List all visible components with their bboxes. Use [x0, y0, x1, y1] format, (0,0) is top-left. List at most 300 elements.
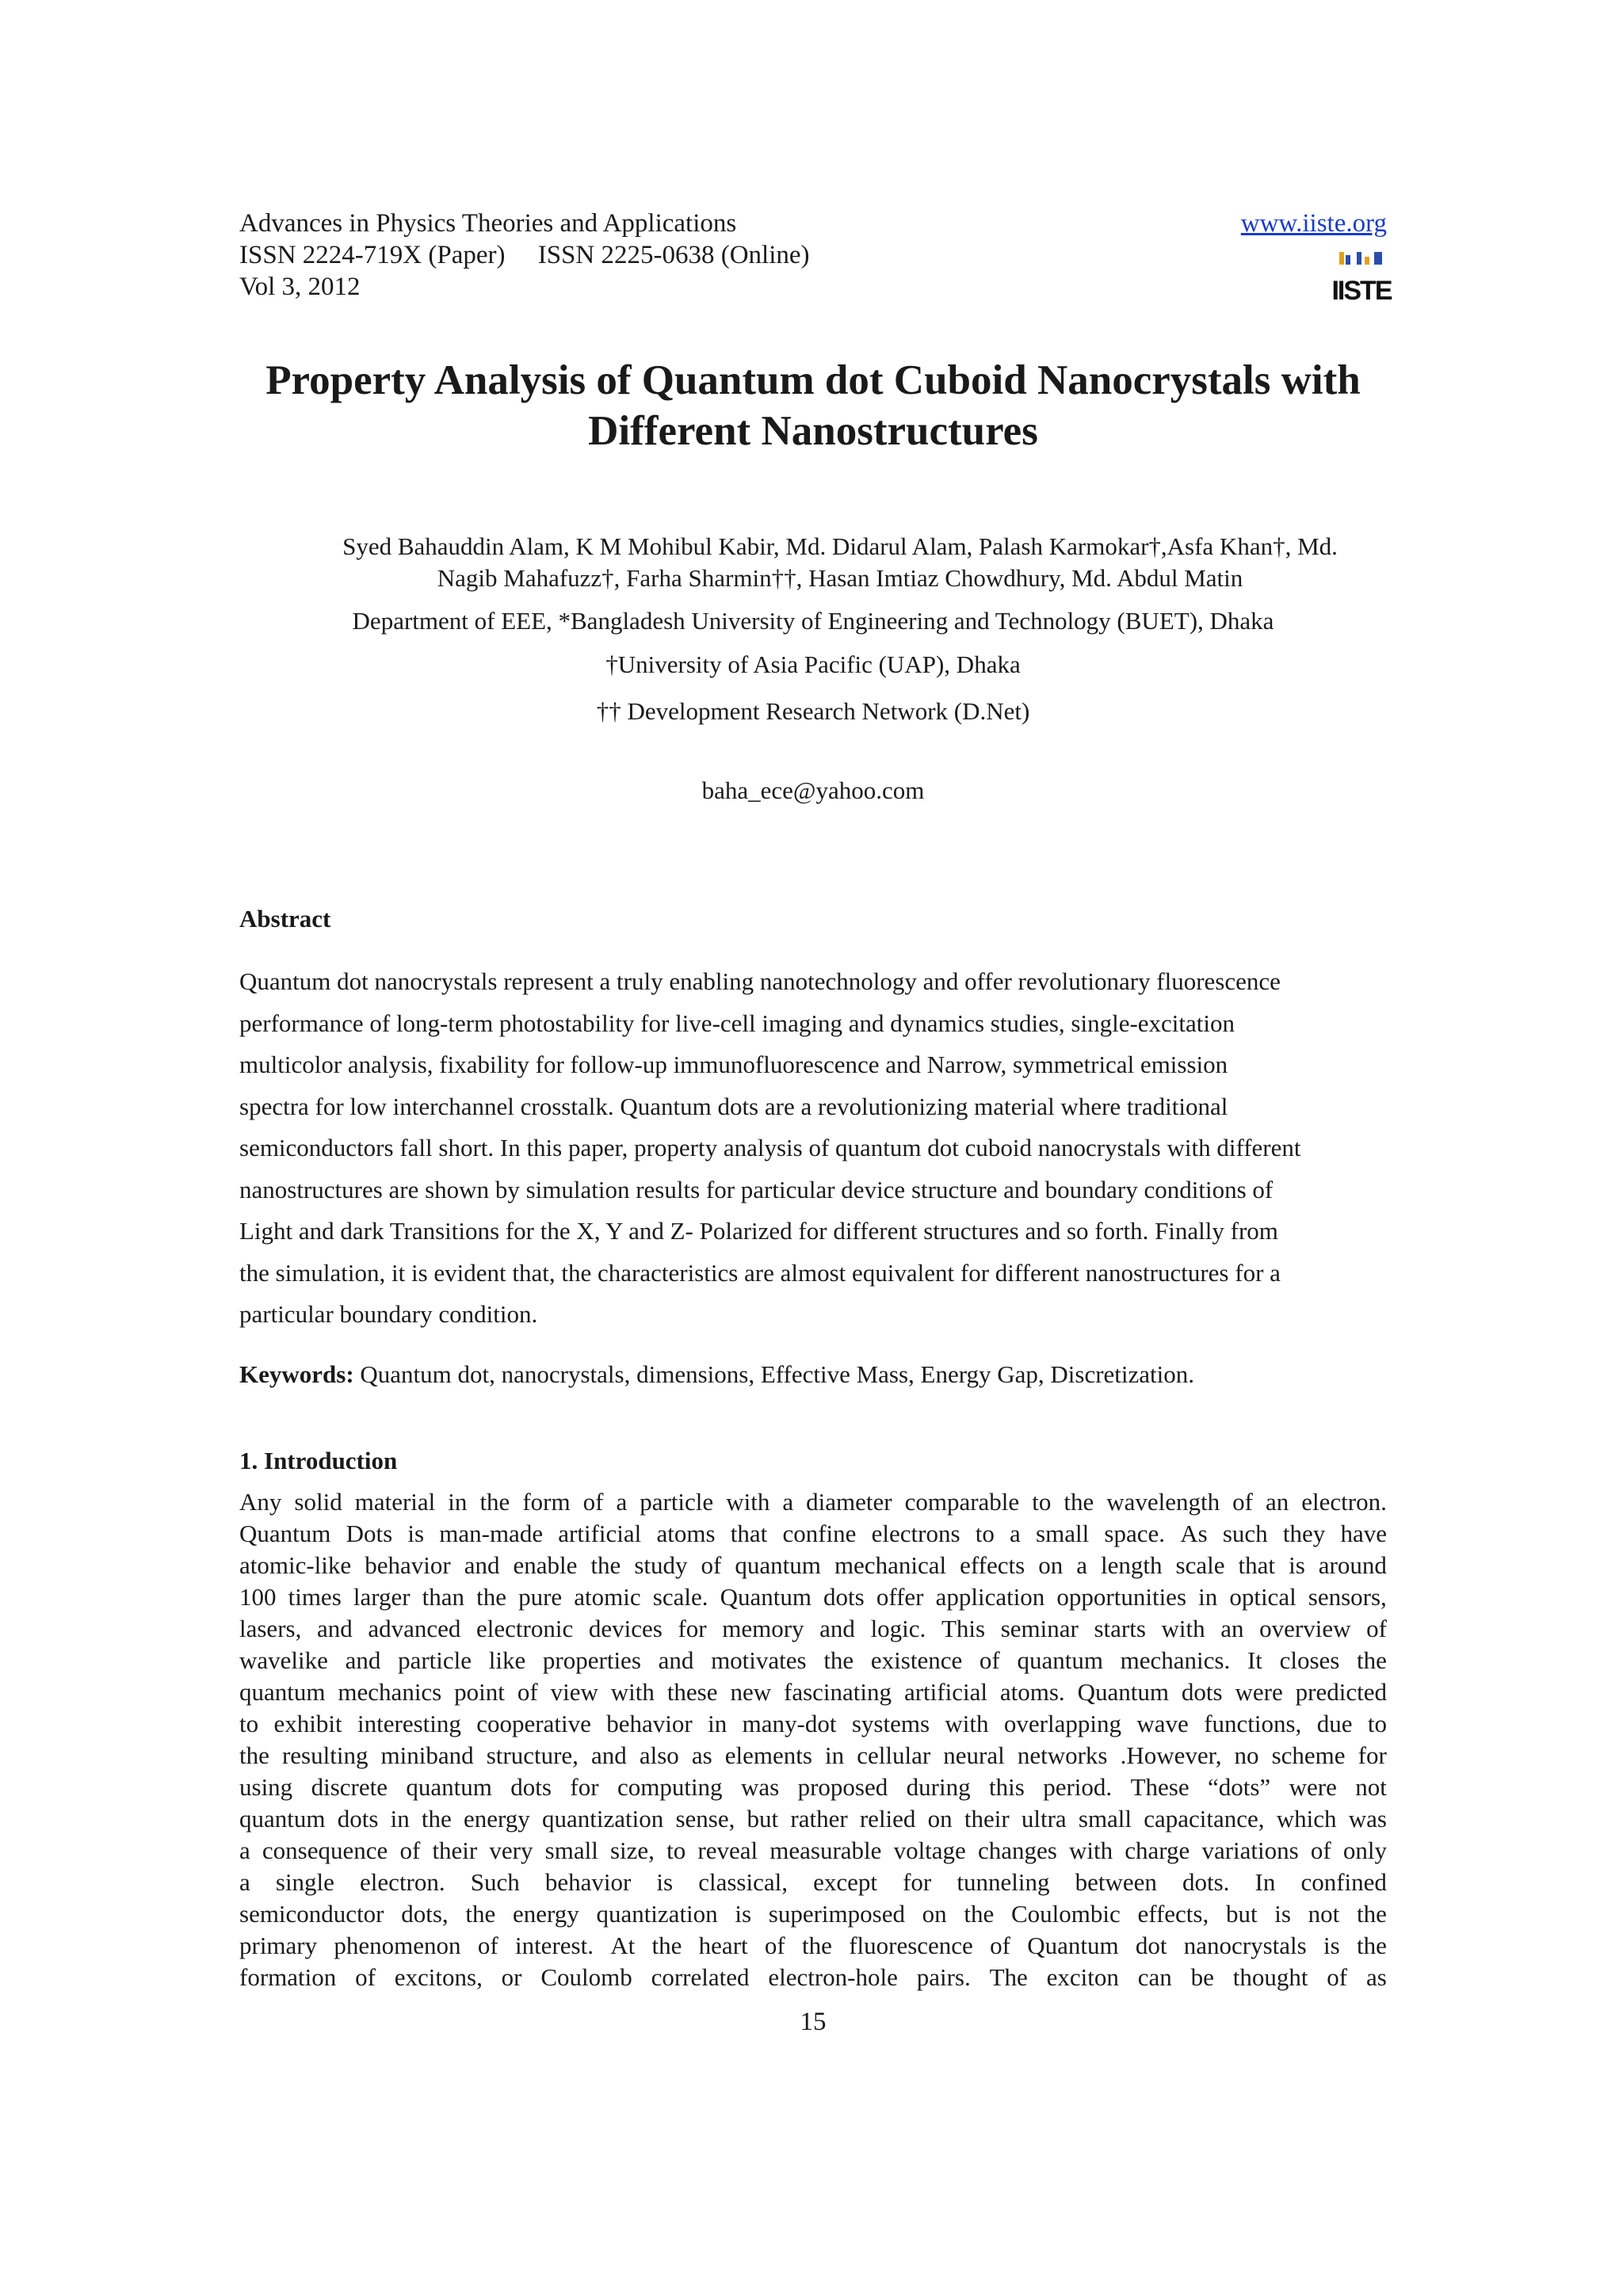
word: quantum [1017, 1646, 1103, 1674]
abstract-line: the simulation, it is evident that, the characteristics are almost equivalent for different nanostructures for a [239, 1258, 1281, 1287]
word: but [747, 1805, 779, 1833]
word: The [989, 1963, 1028, 1991]
word: dots, [401, 1900, 449, 1928]
word: dots [1181, 1678, 1223, 1706]
word: This [941, 1615, 986, 1642]
word: space. [1104, 1520, 1165, 1547]
word: to [666, 1836, 686, 1864]
word: of [990, 1932, 1010, 1959]
word: no [1234, 1741, 1259, 1769]
word: Quantum [1027, 1932, 1119, 1959]
title-line-2: Different Nanostructures [588, 408, 1038, 454]
word: semiconductor [239, 1900, 384, 1928]
word: of [1327, 1963, 1348, 1991]
word: confine [782, 1520, 857, 1547]
word: of [1310, 1836, 1331, 1864]
word: pairs. [916, 1963, 971, 1991]
word: quantization [596, 1900, 718, 1928]
word: phenomenon [334, 1932, 461, 1959]
abstract-line: semiconductors fall short. In this paper, property analysis of quantum dot cuboid nanocrystals with different [239, 1134, 1301, 1161]
word: fluorescence [849, 1932, 973, 1959]
word: overlapping [1003, 1710, 1121, 1737]
word: small [544, 1836, 598, 1864]
introduction-line-text [239, 1740, 1387, 1772]
word: the [239, 1741, 269, 1769]
word: electrons [871, 1520, 960, 1547]
word: of [399, 1836, 421, 1864]
introduction-line-text [239, 1581, 1387, 1613]
affiliation-dnet: †† Development Research Network (D.Net) [596, 697, 1030, 725]
word: consequence [262, 1836, 388, 1864]
word: logic. [870, 1615, 926, 1642]
introduction-line-text [239, 1613, 1387, 1645]
word: networks [1017, 1741, 1108, 1769]
word: and [464, 1551, 500, 1579]
word: of [355, 1963, 376, 1991]
word: enable [513, 1551, 578, 1579]
word: ultra [1021, 1805, 1067, 1833]
word: form [522, 1488, 571, 1516]
word: optical [1229, 1583, 1296, 1611]
word: a [1010, 1520, 1021, 1547]
word: In [1254, 1868, 1276, 1896]
word: like [488, 1646, 526, 1674]
word: scale [1175, 1551, 1225, 1579]
introduction-line-text [239, 1708, 1387, 1740]
word: quantum [239, 1678, 326, 1706]
word: many-dot [742, 1710, 837, 1737]
word: electron. [360, 1868, 445, 1896]
word: closes [1279, 1646, 1340, 1674]
word: on [922, 1900, 947, 1928]
word: Quantum [720, 1583, 812, 1611]
word: proposed [797, 1773, 888, 1801]
word: the [465, 1900, 496, 1928]
introduction-line [239, 1613, 1387, 1645]
word: a [239, 1868, 250, 1896]
word: dots. [1182, 1868, 1230, 1896]
word: this [989, 1773, 1025, 1801]
word: is [407, 1520, 425, 1547]
word: It [1247, 1646, 1262, 1674]
word: with [1161, 1615, 1205, 1642]
word: was [1348, 1805, 1387, 1833]
word: existence [870, 1646, 963, 1674]
word: is [1323, 1932, 1340, 1959]
word: neural [943, 1741, 1005, 1769]
word: with [610, 1678, 655, 1706]
word: thought [1232, 1963, 1308, 1991]
word: behavior [544, 1868, 632, 1896]
word: rather [790, 1805, 848, 1833]
keywords-line [239, 1359, 1387, 1390]
word: of [582, 1488, 604, 1516]
introduction-line-text [239, 1898, 1387, 1930]
word: atomic-like [239, 1551, 352, 1579]
word: Quantum [1077, 1678, 1169, 1706]
word: interesting [357, 1710, 461, 1737]
word: predicted [1295, 1678, 1387, 1706]
word: cooperative [476, 1710, 591, 1737]
word: changes [977, 1836, 1057, 1864]
word: with [945, 1710, 989, 1737]
introduction-line-text [239, 1835, 1387, 1867]
word: voltage [893, 1836, 966, 1864]
word: Coulombic [1010, 1900, 1121, 1928]
abstract-line: Quantum dot nanocrystals represent a truly enabling nanotechnology and offer revolutionary fluorescence [239, 967, 1281, 995]
word: and [591, 1741, 627, 1769]
word: an [1220, 1615, 1244, 1642]
word: devices [588, 1615, 663, 1642]
word: application [935, 1583, 1045, 1611]
word: reveal [697, 1836, 758, 1864]
word: formation [239, 1963, 337, 1991]
introduction-line [239, 1581, 1387, 1613]
word: during [906, 1773, 971, 1801]
word: wave [1136, 1710, 1189, 1737]
word: the [1356, 1900, 1387, 1928]
word: mechanics [338, 1678, 442, 1706]
word: At [610, 1932, 636, 1959]
word: to [1367, 1710, 1387, 1737]
introduction-line [239, 1898, 1387, 1930]
word: an [1265, 1488, 1289, 1516]
word: such [1222, 1520, 1268, 1547]
word: memory [722, 1615, 804, 1642]
introduction-line-text [239, 1772, 1387, 1803]
word: material [354, 1488, 436, 1516]
word: to [239, 1710, 259, 1737]
word: Coulomb [540, 1963, 632, 1991]
abstract-heading: Abstract [239, 905, 331, 933]
word: pure [518, 1583, 563, 1611]
word: but [1225, 1900, 1258, 1928]
word: with [1068, 1836, 1113, 1864]
word: electron-hole [768, 1963, 898, 1991]
word: dots [510, 1773, 552, 1801]
word: the [476, 1583, 507, 1611]
word: for [678, 1615, 707, 1642]
word: Any [239, 1488, 282, 1516]
word: of [979, 1646, 1000, 1674]
introduction-line [239, 1645, 1387, 1676]
introduction-line-text [239, 1930, 1387, 1962]
word: Quantum [239, 1520, 331, 1547]
introduction-body [239, 1486, 1387, 1993]
word: tunneling [957, 1868, 1050, 1896]
word: behavior [606, 1710, 693, 1737]
introduction-line [239, 1708, 1387, 1740]
word: the [1357, 1646, 1387, 1674]
word: in [825, 1741, 845, 1769]
word: dots [823, 1583, 865, 1611]
word: of [701, 1551, 722, 1579]
introduction-line-text [239, 1676, 1387, 1708]
word: the [479, 1488, 510, 1516]
word: correlated [651, 1963, 750, 1991]
word: not [1355, 1773, 1387, 1801]
word: for [903, 1868, 932, 1896]
word: study [634, 1551, 688, 1579]
introduction-line [239, 1867, 1387, 1898]
introduction-line [239, 1962, 1387, 1993]
introduction-line-text [239, 1486, 1387, 1518]
abstract-line: nanostructures are shown by simulation results for particular device structure and boundary conditions of [239, 1175, 1274, 1203]
word: Dots [346, 1520, 393, 1547]
journal-name: Advances in Physics Theories and Applications [239, 209, 737, 238]
word: effects [960, 1551, 1025, 1579]
word: heart [698, 1932, 748, 1959]
word: functions, [1204, 1710, 1302, 1737]
word: dots [337, 1805, 379, 1833]
word: overview [1259, 1615, 1351, 1642]
word: quantization [542, 1805, 664, 1833]
word: quantum [735, 1551, 821, 1579]
word: wavelike [239, 1646, 328, 1674]
word: advanced [368, 1615, 461, 1642]
authors-line-1: Syed Bahauddin Alam, K M Mohibul Kabir, Md. Didarul Alam, Palash Karmokar†,Asfa Khan†, Md. [342, 532, 1338, 560]
word: sense, [675, 1805, 735, 1833]
word: opportunities [1056, 1583, 1187, 1611]
abstract-line: spectra for low interchannel crosstalk. Quantum dots are a revolutionizing material where traditional [239, 1092, 1228, 1120]
word: effects, [1137, 1900, 1209, 1928]
word: in [708, 1710, 727, 1737]
word: their [432, 1836, 478, 1864]
svg-text:IISTE: IISTE [1331, 276, 1392, 306]
word: primary [239, 1932, 318, 1959]
word: atomic [574, 1583, 641, 1611]
page-number: 15 [800, 2008, 827, 2036]
word: due [1316, 1710, 1353, 1737]
keywords-label: Keywords: [239, 1360, 354, 1388]
title-line-1: Property Analysis of Quantum dot Cuboid Nanocrystals with [265, 357, 1361, 403]
word: starts [1094, 1615, 1146, 1642]
word: be [1190, 1963, 1214, 1991]
abstract-line: multicolor analysis, fixability for follow-up immunofluorescence and Narrow, symmetrical emission [239, 1051, 1228, 1078]
word: as [691, 1741, 712, 1769]
word: to [975, 1520, 995, 1547]
word: of [1232, 1488, 1253, 1516]
word: these [666, 1678, 718, 1706]
issn-line: ISSN 2224-719X (Paper) ISSN 2225-0638 (Online) [239, 241, 810, 269]
word: can [1137, 1963, 1172, 1991]
introduction-line [239, 1550, 1387, 1581]
word: systems [851, 1710, 930, 1737]
word: and [658, 1646, 694, 1674]
word: the [964, 1900, 995, 1928]
word: the [651, 1932, 682, 1959]
word: except [813, 1868, 877, 1896]
word: single [275, 1868, 334, 1896]
authors-line-2: Nagib Mahafuzz†, Farha Sharmin††, Hasan Imtiaz Chowdhury, Md. Abdul Matin [437, 564, 1243, 592]
word: were [1289, 1773, 1337, 1801]
word: As [1180, 1520, 1208, 1547]
word: properties [542, 1646, 641, 1674]
introduction-line [239, 1676, 1387, 1708]
introduction-line-text [239, 1867, 1387, 1898]
word: energy [464, 1805, 530, 1833]
word: point [454, 1678, 505, 1706]
word: excitons, [394, 1963, 483, 1991]
word: using [239, 1773, 293, 1801]
word: or [501, 1963, 522, 1991]
word: they [1282, 1520, 1326, 1547]
word: the [1064, 1488, 1094, 1516]
keywords-text: Quantum dot, nanocrystals, dimensions, Effective Mass, Energy Gap, Discretization. [353, 1360, 1195, 1388]
word: “dots” [1208, 1773, 1271, 1801]
word: also [639, 1741, 679, 1769]
word: variations [1201, 1836, 1299, 1864]
introduction-line-text [239, 1645, 1387, 1676]
word: exhibit [273, 1710, 342, 1737]
word: offer [876, 1583, 924, 1611]
word: relied [859, 1805, 916, 1833]
word: that [730, 1520, 768, 1547]
word: diameter [806, 1488, 892, 1516]
word: to [1032, 1488, 1052, 1516]
word: of [477, 1932, 498, 1959]
affiliation-uap: †University of Asia Pacific (UAP), Dhaka [605, 650, 1021, 678]
word: man-made [439, 1520, 544, 1547]
word: artificial [903, 1678, 987, 1706]
word: particle [398, 1646, 472, 1674]
word: charge [1125, 1836, 1190, 1864]
word: as [1365, 1963, 1387, 1991]
word: classical, [698, 1868, 788, 1896]
word: interest. [514, 1932, 594, 1959]
word: structure, [486, 1741, 579, 1769]
word: miniband [380, 1741, 474, 1769]
word: computing [617, 1773, 723, 1801]
word: .However, [1120, 1741, 1222, 1769]
volume-line: Vol 3, 2012 [239, 273, 361, 301]
word: atoms. [999, 1678, 1065, 1706]
abstract-line: performance of long-term photostability for live-cell imaging and dynamics studies, single-excitation [239, 1009, 1235, 1037]
word: were [1235, 1678, 1283, 1706]
introduction-line [239, 1930, 1387, 1962]
introduction-line [239, 1486, 1387, 1518]
word: discrete [311, 1773, 388, 1801]
word: measurable [769, 1836, 882, 1864]
word: a [782, 1488, 794, 1516]
word: scale. [652, 1583, 708, 1611]
word: a [616, 1488, 628, 1516]
word: small [1078, 1805, 1132, 1833]
word: have [1340, 1520, 1387, 1547]
word: small [1036, 1520, 1090, 1547]
word: for [570, 1773, 599, 1801]
word: new [730, 1678, 772, 1706]
introduction-line [239, 1835, 1387, 1867]
word: sensors, [1308, 1583, 1387, 1611]
word: comparable [904, 1488, 1020, 1516]
word: quantum [406, 1773, 492, 1801]
introduction-line [239, 1518, 1387, 1550]
affiliation-buet: Department of EEE, *Bangladesh University of Engineering and Technology (BUET), Dhaka [352, 607, 1274, 635]
word: lasers, [239, 1615, 302, 1642]
author-list [293, 531, 1387, 594]
word: a [1076, 1551, 1087, 1579]
introduction-line-text [239, 1962, 1387, 1993]
contact-email: baha_ece@yahoo.com [701, 776, 925, 804]
word: and [819, 1615, 855, 1642]
word: period. [1043, 1773, 1113, 1801]
website-link[interactable]: www.iiste.org [1240, 209, 1387, 238]
introduction-line-text [239, 1550, 1387, 1581]
word: between [1075, 1868, 1157, 1896]
abstract-body [239, 961, 1387, 1336]
word: mechanical [834, 1551, 947, 1579]
word: solid [294, 1488, 342, 1516]
word: larger [353, 1583, 411, 1611]
word: 100 [239, 1583, 277, 1611]
word: seminar [1000, 1615, 1079, 1642]
word: with [726, 1488, 770, 1516]
word: electronic [476, 1615, 574, 1642]
word: fascinating [784, 1678, 892, 1706]
abstract-line: Light and dark Transitions for the X, Y and Z- Polarized for different structures and so forth. Finally from [239, 1217, 1278, 1245]
word: size, [609, 1836, 655, 1864]
word: scheme [1271, 1741, 1346, 1769]
introduction-heading: 1. Introduction [239, 1447, 398, 1474]
word: around [1318, 1551, 1387, 1579]
word: their [964, 1805, 1010, 1833]
word: of [1366, 1615, 1387, 1642]
word: superimposed [768, 1900, 905, 1928]
word: was [740, 1773, 780, 1801]
word: that [1238, 1551, 1276, 1579]
word: artificial [558, 1520, 642, 1547]
word: of [764, 1932, 785, 1959]
word: is [1274, 1900, 1291, 1928]
word: is [656, 1868, 674, 1896]
word: times [288, 1583, 342, 1611]
word: in [448, 1488, 468, 1516]
word: electron. [1301, 1488, 1387, 1516]
introduction-line [239, 1772, 1387, 1803]
word: cellular [857, 1741, 931, 1769]
word: atoms [656, 1520, 716, 1547]
word: and [316, 1615, 353, 1642]
word: motivates [711, 1646, 807, 1674]
word: the [823, 1646, 854, 1674]
word: These [1130, 1773, 1190, 1801]
word: mechanics. [1120, 1646, 1231, 1674]
word: very [489, 1836, 533, 1864]
word: not [1308, 1900, 1340, 1928]
word: capacitance, [1144, 1805, 1265, 1833]
word: the [590, 1551, 621, 1579]
introduction-line [239, 1740, 1387, 1772]
word: Such [470, 1868, 520, 1896]
word: quantum [239, 1805, 326, 1833]
word: which [1276, 1805, 1337, 1833]
word: than [422, 1583, 465, 1611]
word: on [1038, 1551, 1064, 1579]
word: of [517, 1678, 538, 1706]
word: for [1358, 1741, 1387, 1769]
word: behavior [365, 1551, 451, 1579]
word: resulting [281, 1741, 369, 1769]
introduction-line-text [239, 1518, 1387, 1550]
word: only [1342, 1836, 1387, 1864]
word: elements [724, 1741, 812, 1769]
word: particle [640, 1488, 714, 1516]
word: a [239, 1836, 250, 1864]
word: wavelength [1106, 1488, 1220, 1516]
journal-header [239, 208, 1392, 306]
word: the [421, 1805, 452, 1833]
